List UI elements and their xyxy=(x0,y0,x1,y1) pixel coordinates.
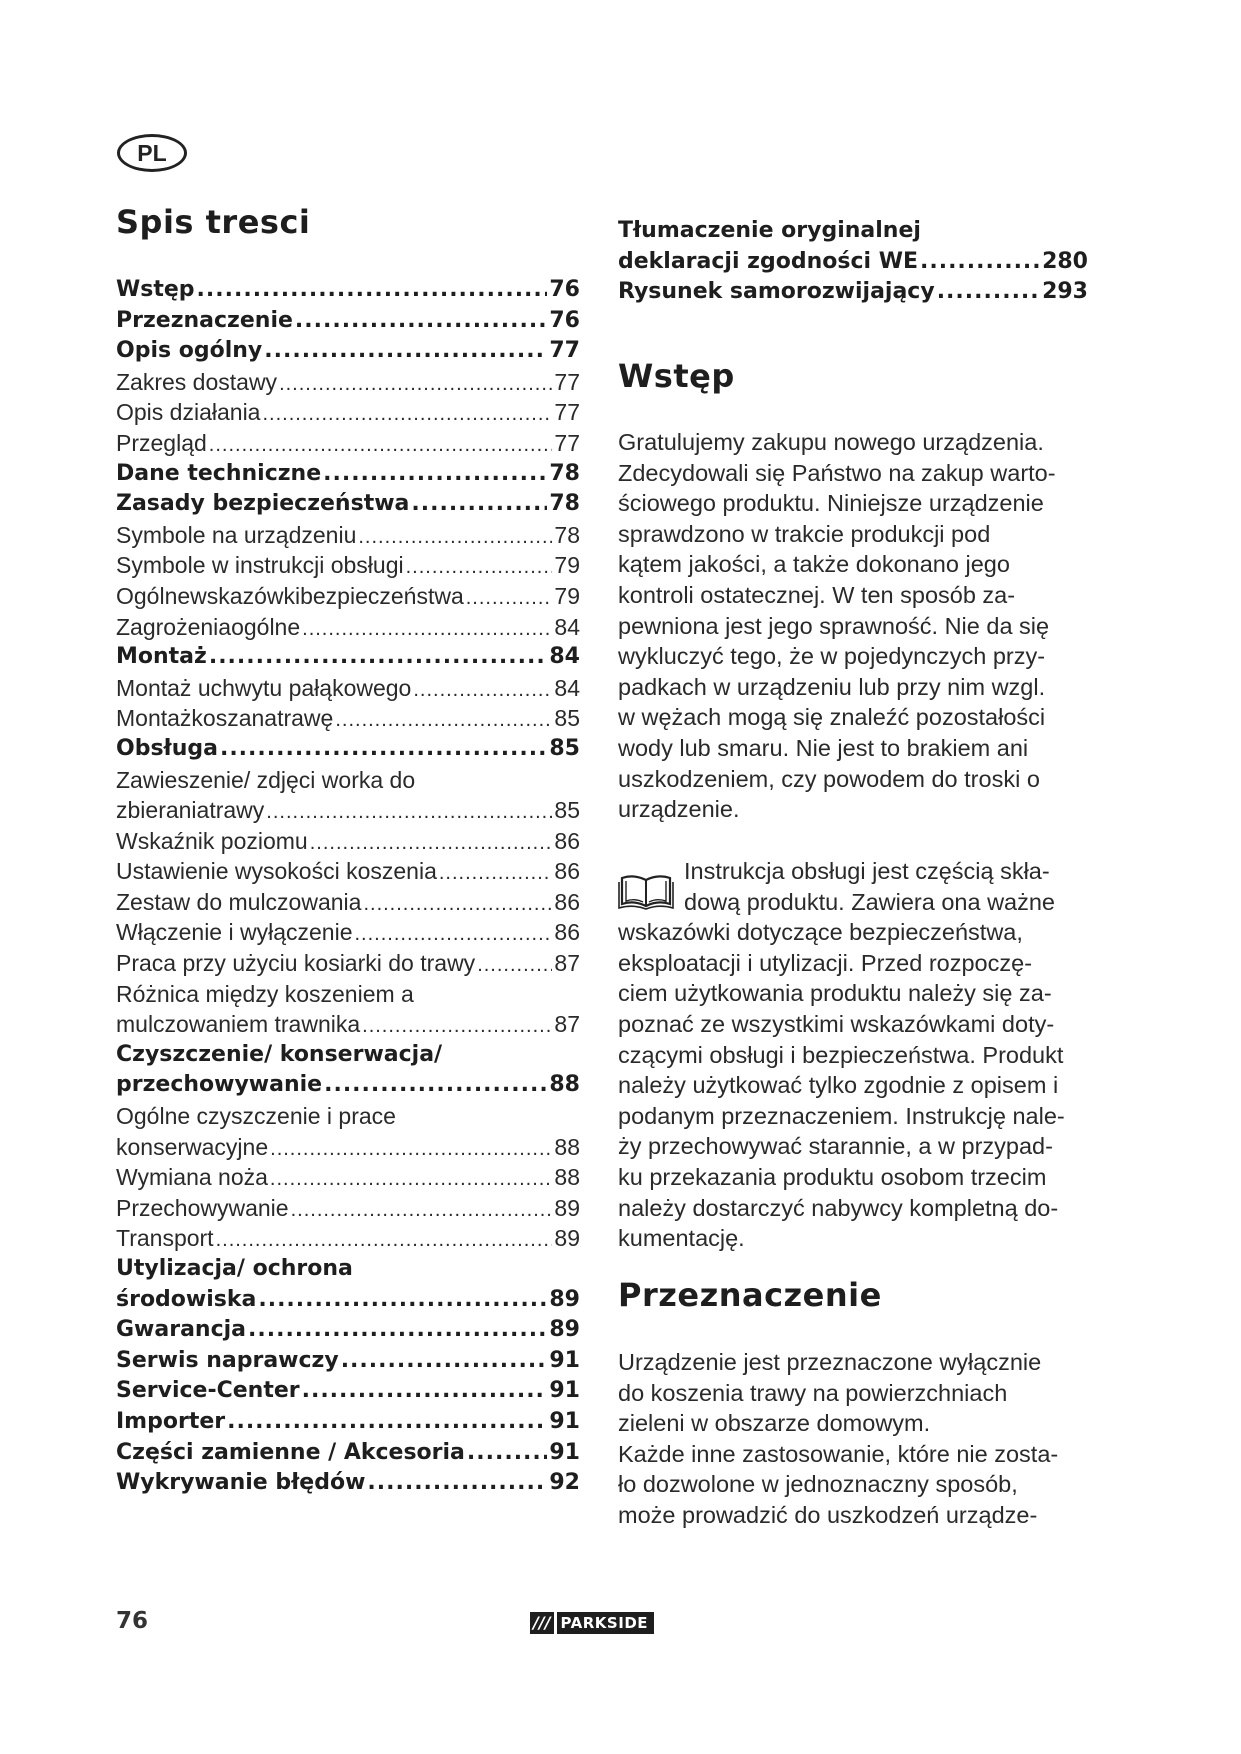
toc-entry-page: 86 xyxy=(554,858,580,885)
toc-entry-title: Symbole w instrukcji obsługi xyxy=(116,552,404,579)
toc-entry-title: zbieraniatrawy xyxy=(116,797,265,824)
toc-entry-title: Praca przy użyciu kosiarki do trawy xyxy=(116,950,476,977)
toc-entry-page: 91 xyxy=(549,1347,580,1373)
toc-entry xyxy=(116,1346,580,1377)
text-line: Gratulujemy zakupu nowego urządzenia. xyxy=(618,429,1044,455)
toc-dot-leader xyxy=(266,797,552,828)
text-line: Urządzenie jest przeznaczone wyłącznie xyxy=(618,1349,1042,1375)
toc-entry-title: Czyszczenie/ konserwacja/ xyxy=(116,1041,443,1067)
text-line: czącymi obsługi i bezpieczeństwa. Produkt xyxy=(618,1041,1064,1068)
toc-entry-title: Transport xyxy=(116,1225,214,1252)
toc-entry xyxy=(116,1223,580,1254)
toc-dot-leader xyxy=(411,489,547,520)
toc-entry xyxy=(618,277,1088,308)
toc-entry-page: 76 xyxy=(549,277,580,302)
toc-entry xyxy=(116,826,580,857)
toc-dot-leader xyxy=(209,430,553,461)
toc-entry xyxy=(116,612,580,643)
text-line: ciem użytkowania produktu należy się za- xyxy=(618,980,1052,1007)
toc-entry xyxy=(116,550,580,581)
text-line: ży przechowywać starannie, a w przypad- xyxy=(618,1133,1053,1160)
toc-entry-page: 87 xyxy=(554,950,580,977)
toc-entry-title: Dane techniczne xyxy=(116,460,322,486)
toc-dot-leader xyxy=(248,1315,547,1346)
toc-entry xyxy=(116,367,580,398)
toc-entry xyxy=(116,1009,580,1040)
toc-entry-title: Zakres dostawy xyxy=(116,368,278,395)
toc-entry-page: 85 xyxy=(554,797,580,824)
toc-entry-title: Service-Center xyxy=(116,1378,300,1404)
toc-entry-title: Importer xyxy=(116,1408,226,1434)
toc-entry-page: 78 xyxy=(549,460,580,486)
toc-entry-page: 91 xyxy=(549,1408,580,1434)
toc-dot-leader xyxy=(467,1438,547,1469)
toc-entry-title: Obsługa xyxy=(116,735,218,761)
text-line: eksploatacji i utylizacji. Przed rozpoczę- xyxy=(618,949,1033,976)
toc-entry-title: Ogólnewskazówkibezpieczeństwa xyxy=(116,582,464,609)
toc-entry xyxy=(116,1101,580,1132)
table-of-contents xyxy=(116,275,580,1499)
toc-entry xyxy=(116,1438,580,1469)
toc-entry-page: 77 xyxy=(554,399,580,426)
toc-entry-title: Gwarancja xyxy=(116,1317,247,1343)
toc-entry-page: 84 xyxy=(554,674,580,701)
text-line: Zdecydowali się Państwo na zakup warto- xyxy=(618,459,1056,486)
toc-entry-title: Montaż uchwytu pałąkowego xyxy=(116,674,412,701)
toc-entry xyxy=(116,703,580,734)
toc-entry xyxy=(116,459,580,490)
toc-entry-title: Przegląd xyxy=(116,429,207,456)
toc-entry xyxy=(116,1407,580,1438)
toc-entry-title: Ogólne czyszczenie i prace xyxy=(116,1103,396,1130)
toc-dot-leader xyxy=(227,1407,547,1438)
toc-dot-leader xyxy=(270,1134,552,1165)
toc-dot-leader xyxy=(302,614,552,645)
intro-paragraph xyxy=(618,427,1088,825)
text-line: urządzenie. xyxy=(618,796,740,823)
toc-entry-title: Ustawienie wysokości koszenia xyxy=(116,858,437,885)
toc-entry-page: 88 xyxy=(549,1072,580,1098)
toc-dot-leader xyxy=(209,642,548,673)
toc-entry-page: 280 xyxy=(1042,248,1088,274)
toc-entry xyxy=(116,1254,580,1285)
text-line: podanym przeznaczeniem. Instrukcję nale- xyxy=(618,1102,1065,1129)
toc-dot-leader xyxy=(270,1164,552,1195)
toc-entry xyxy=(116,795,580,826)
text-line: należy dostarczyć nabywcy kompletną do- xyxy=(618,1194,1059,1221)
toc-dot-leader xyxy=(323,459,547,490)
toc-entry xyxy=(116,765,580,796)
toc-entry-title: Montaż xyxy=(116,644,207,670)
logo-brand: PARKSIDE xyxy=(557,1612,654,1634)
toc-entry-title: Zasady bezpieczeństwa xyxy=(116,491,410,517)
toc-entry-page: 78 xyxy=(549,491,580,517)
toc-entry-page: 86 xyxy=(554,919,580,946)
toc-entry xyxy=(116,275,580,306)
toc-entry-title: Symbole na urządzeniu xyxy=(116,521,357,548)
text-line: wykluczyć tego, że w pojedynczych przy- xyxy=(618,643,1046,670)
toc-entry-page: 89 xyxy=(549,1317,580,1343)
toc-dot-leader xyxy=(310,828,553,859)
text-line: może prowadzić do uszkodzeń urządze- xyxy=(618,1501,1038,1528)
text-line: kumentację. xyxy=(618,1225,745,1252)
toc-entry-title: Montażkoszanatrawę xyxy=(116,705,334,732)
toc-entry xyxy=(116,734,580,765)
toc-entry-title: Wstęp xyxy=(116,277,195,302)
toc-entry-title: przechowywanie xyxy=(116,1072,323,1098)
toc-entry-page: 293 xyxy=(1042,279,1088,305)
parkside-logo xyxy=(530,1612,654,1634)
manual-note-paragraph xyxy=(618,856,1088,1254)
toc-title: Spis tresci xyxy=(116,203,311,241)
toc-entry-page: 77 xyxy=(554,429,580,456)
toc-entry-title: Części zamienne / Akcesoria xyxy=(116,1439,465,1465)
toc-entry-title: Wskaźnik poziomu xyxy=(116,827,308,854)
toc-entry-page: 76 xyxy=(549,307,580,333)
toc-entry-page: 78 xyxy=(554,521,580,548)
toc-dot-leader xyxy=(477,950,552,981)
toc-dot-leader xyxy=(363,889,552,920)
toc-dot-leader xyxy=(335,705,552,736)
toc-entry-page: 84 xyxy=(549,644,580,670)
toc-entry-title: Zawieszenie/ zdjęci worka do xyxy=(116,766,416,793)
toc-entry-page: 86 xyxy=(554,888,580,915)
toc-entry-title: Wymiana noża xyxy=(116,1164,268,1191)
text-line: kontroli ostatecznej. W ten sposób za- xyxy=(618,581,1016,608)
toc-entry xyxy=(116,1315,580,1346)
toc-dot-leader xyxy=(279,369,552,400)
logo-slashes: /// xyxy=(530,1612,554,1634)
toc-entry xyxy=(618,247,1088,278)
toc-entry-page: 89 xyxy=(549,1286,580,1312)
toc-entry-title: Rysunek samorozwijający xyxy=(618,279,935,305)
toc-entry xyxy=(116,306,580,337)
toc-entry xyxy=(116,917,580,948)
toc-entry-title: Różnica między koszeniem a xyxy=(116,980,414,1007)
toc-dot-leader xyxy=(413,675,552,706)
toc-entry xyxy=(116,887,580,918)
toc-entry-title: Zestaw do mulczowania xyxy=(116,888,362,915)
toc-entry xyxy=(116,520,580,551)
toc-entry xyxy=(116,1132,580,1163)
toc-entry-page: 92 xyxy=(549,1470,580,1496)
text-line: ło dozwolone w jednoznaczny sposób, xyxy=(618,1471,1018,1498)
toc-entry-page: 85 xyxy=(549,735,580,761)
toc-dot-leader xyxy=(197,275,548,306)
toc-entry-title: Zagrożeniaogólne xyxy=(116,613,301,640)
toc-entry xyxy=(116,856,580,887)
text-line: pewniona jest jego sprawność. Nie da się xyxy=(618,612,1050,639)
toc-entry-title: Opis ogólny xyxy=(116,338,263,364)
toc-entry-title: Przeznaczenie xyxy=(116,307,293,333)
toc-entry xyxy=(116,1193,580,1224)
toc-entry xyxy=(116,1040,580,1071)
toc-entry-page: 85 xyxy=(554,705,580,732)
toc-entry xyxy=(116,336,580,367)
text-line: poznać ze wszystkimi wskazówkami doty- xyxy=(618,1010,1055,1037)
toc-entry-title: środowiska xyxy=(116,1286,257,1312)
toc-dot-leader xyxy=(439,858,553,889)
toc-entry-page: 89 xyxy=(554,1225,580,1252)
purpose-heading: Przeznaczenie xyxy=(618,1276,882,1314)
toc-dot-leader xyxy=(406,552,553,583)
intro-heading: Wstęp xyxy=(618,357,735,395)
toc-dot-leader xyxy=(937,277,1040,308)
toc-dot-leader xyxy=(295,306,547,337)
toc-entry xyxy=(116,642,580,673)
toc-dot-leader xyxy=(264,336,547,367)
text-line: wskazówki dotyczące bezpieczeństwa, xyxy=(618,919,1023,946)
text-line: wody lub smaru. Nie jest to brakiem ani xyxy=(618,734,1029,761)
toc-entry-page: 79 xyxy=(554,582,580,609)
toc-continued xyxy=(618,216,1088,308)
toc-entry-page: 86 xyxy=(554,827,580,854)
toc-entry-page: 88 xyxy=(554,1164,580,1191)
toc-entry-title: Włączenie i wyłączenie xyxy=(116,919,353,946)
toc-dot-leader xyxy=(291,1195,553,1226)
text-line: Instrukcja obsługi jest częścią skła- xyxy=(684,858,1050,884)
toc-entry-page: 89 xyxy=(554,1194,580,1221)
toc-entry xyxy=(116,979,580,1010)
toc-dot-leader xyxy=(220,734,547,765)
text-line: do koszenia trawy na powierzchniach xyxy=(618,1379,1008,1406)
text-line: ku przekazania produktu osobom trzecim xyxy=(618,1163,1047,1190)
text-line: w wężach mogą się znaleźć pozostałości xyxy=(618,704,1046,731)
text-line: dową produktu. Zawiera ona ważne xyxy=(684,888,1055,915)
toc-dot-leader xyxy=(354,919,552,950)
toc-entry xyxy=(116,1070,580,1101)
toc-entry-page: 87 xyxy=(554,1011,580,1038)
toc-dot-leader xyxy=(341,1346,548,1377)
toc-entry-title: Serwis naprawczy xyxy=(116,1347,339,1373)
toc-dot-leader xyxy=(466,583,553,614)
toc-entry-title: konserwacyjne xyxy=(116,1133,269,1160)
toc-entry xyxy=(116,489,580,520)
toc-entry-page: 84 xyxy=(554,613,580,640)
toc-entry-title: mulczowaniem trawnika xyxy=(116,1011,361,1038)
toc-entry xyxy=(116,581,580,612)
toc-dot-leader xyxy=(216,1225,553,1256)
toc-entry xyxy=(618,216,1088,247)
toc-entry-page: 79 xyxy=(554,552,580,579)
text-line: należy użytkować tylko zgodnie z opisem i xyxy=(618,1072,1059,1099)
toc-entry-page: 91 xyxy=(549,1439,580,1465)
toc-entry xyxy=(116,1162,580,1193)
toc-entry-title: Opis działania xyxy=(116,399,261,426)
text-line: sprawdzono w trakcie produkcji pod xyxy=(618,520,991,547)
text-line: kątem jakości, a także dokonano jego xyxy=(618,551,1010,578)
text-line: Każde inne zastosowanie, które nie zosta- xyxy=(618,1440,1059,1467)
toc-entry-page: 77 xyxy=(554,368,580,395)
toc-entry-title: Przechowywanie xyxy=(116,1194,289,1221)
toc-entry xyxy=(116,948,580,979)
text-line: zieleni w obszarze domowym. xyxy=(618,1410,931,1437)
toc-entry-page: 91 xyxy=(549,1378,580,1404)
toc-entry xyxy=(116,428,580,459)
toc-dot-leader xyxy=(367,1468,547,1499)
toc-dot-leader xyxy=(258,1285,547,1316)
toc-entry-title: Tłumaczenie oryginalnej xyxy=(618,218,921,243)
toc-entry xyxy=(116,1468,580,1499)
text-line: padkach w urządzeniu lub przy nim wzgl. xyxy=(618,673,1046,700)
toc-dot-leader xyxy=(362,1011,552,1042)
toc-entry-title: Utylizacja/ ochrona xyxy=(116,1256,353,1281)
toc-dot-leader xyxy=(302,1376,548,1407)
toc-dot-leader xyxy=(920,247,1040,278)
toc-dot-leader xyxy=(324,1070,547,1101)
purpose-paragraph xyxy=(618,1347,1088,1531)
language-badge: PL xyxy=(117,134,187,172)
toc-entry-title: Wykrywanie błędów xyxy=(116,1470,366,1496)
toc-entry xyxy=(116,1285,580,1316)
page-number: 76 xyxy=(116,1608,149,1634)
toc-entry xyxy=(116,397,580,428)
toc-entry-page: 88 xyxy=(554,1133,580,1160)
toc-entry-title: deklaracji zgodności WE xyxy=(618,248,918,274)
toc-entry xyxy=(116,1376,580,1407)
text-line: uszkodzeniem, czy powodem do troski o xyxy=(618,765,1040,792)
toc-dot-leader xyxy=(358,522,552,553)
toc-entry-page: 77 xyxy=(549,338,580,364)
toc-dot-leader xyxy=(262,399,552,430)
text-line: ściowego produktu. Niniejsze urządzenie xyxy=(618,490,1044,517)
toc-entry xyxy=(116,673,580,704)
